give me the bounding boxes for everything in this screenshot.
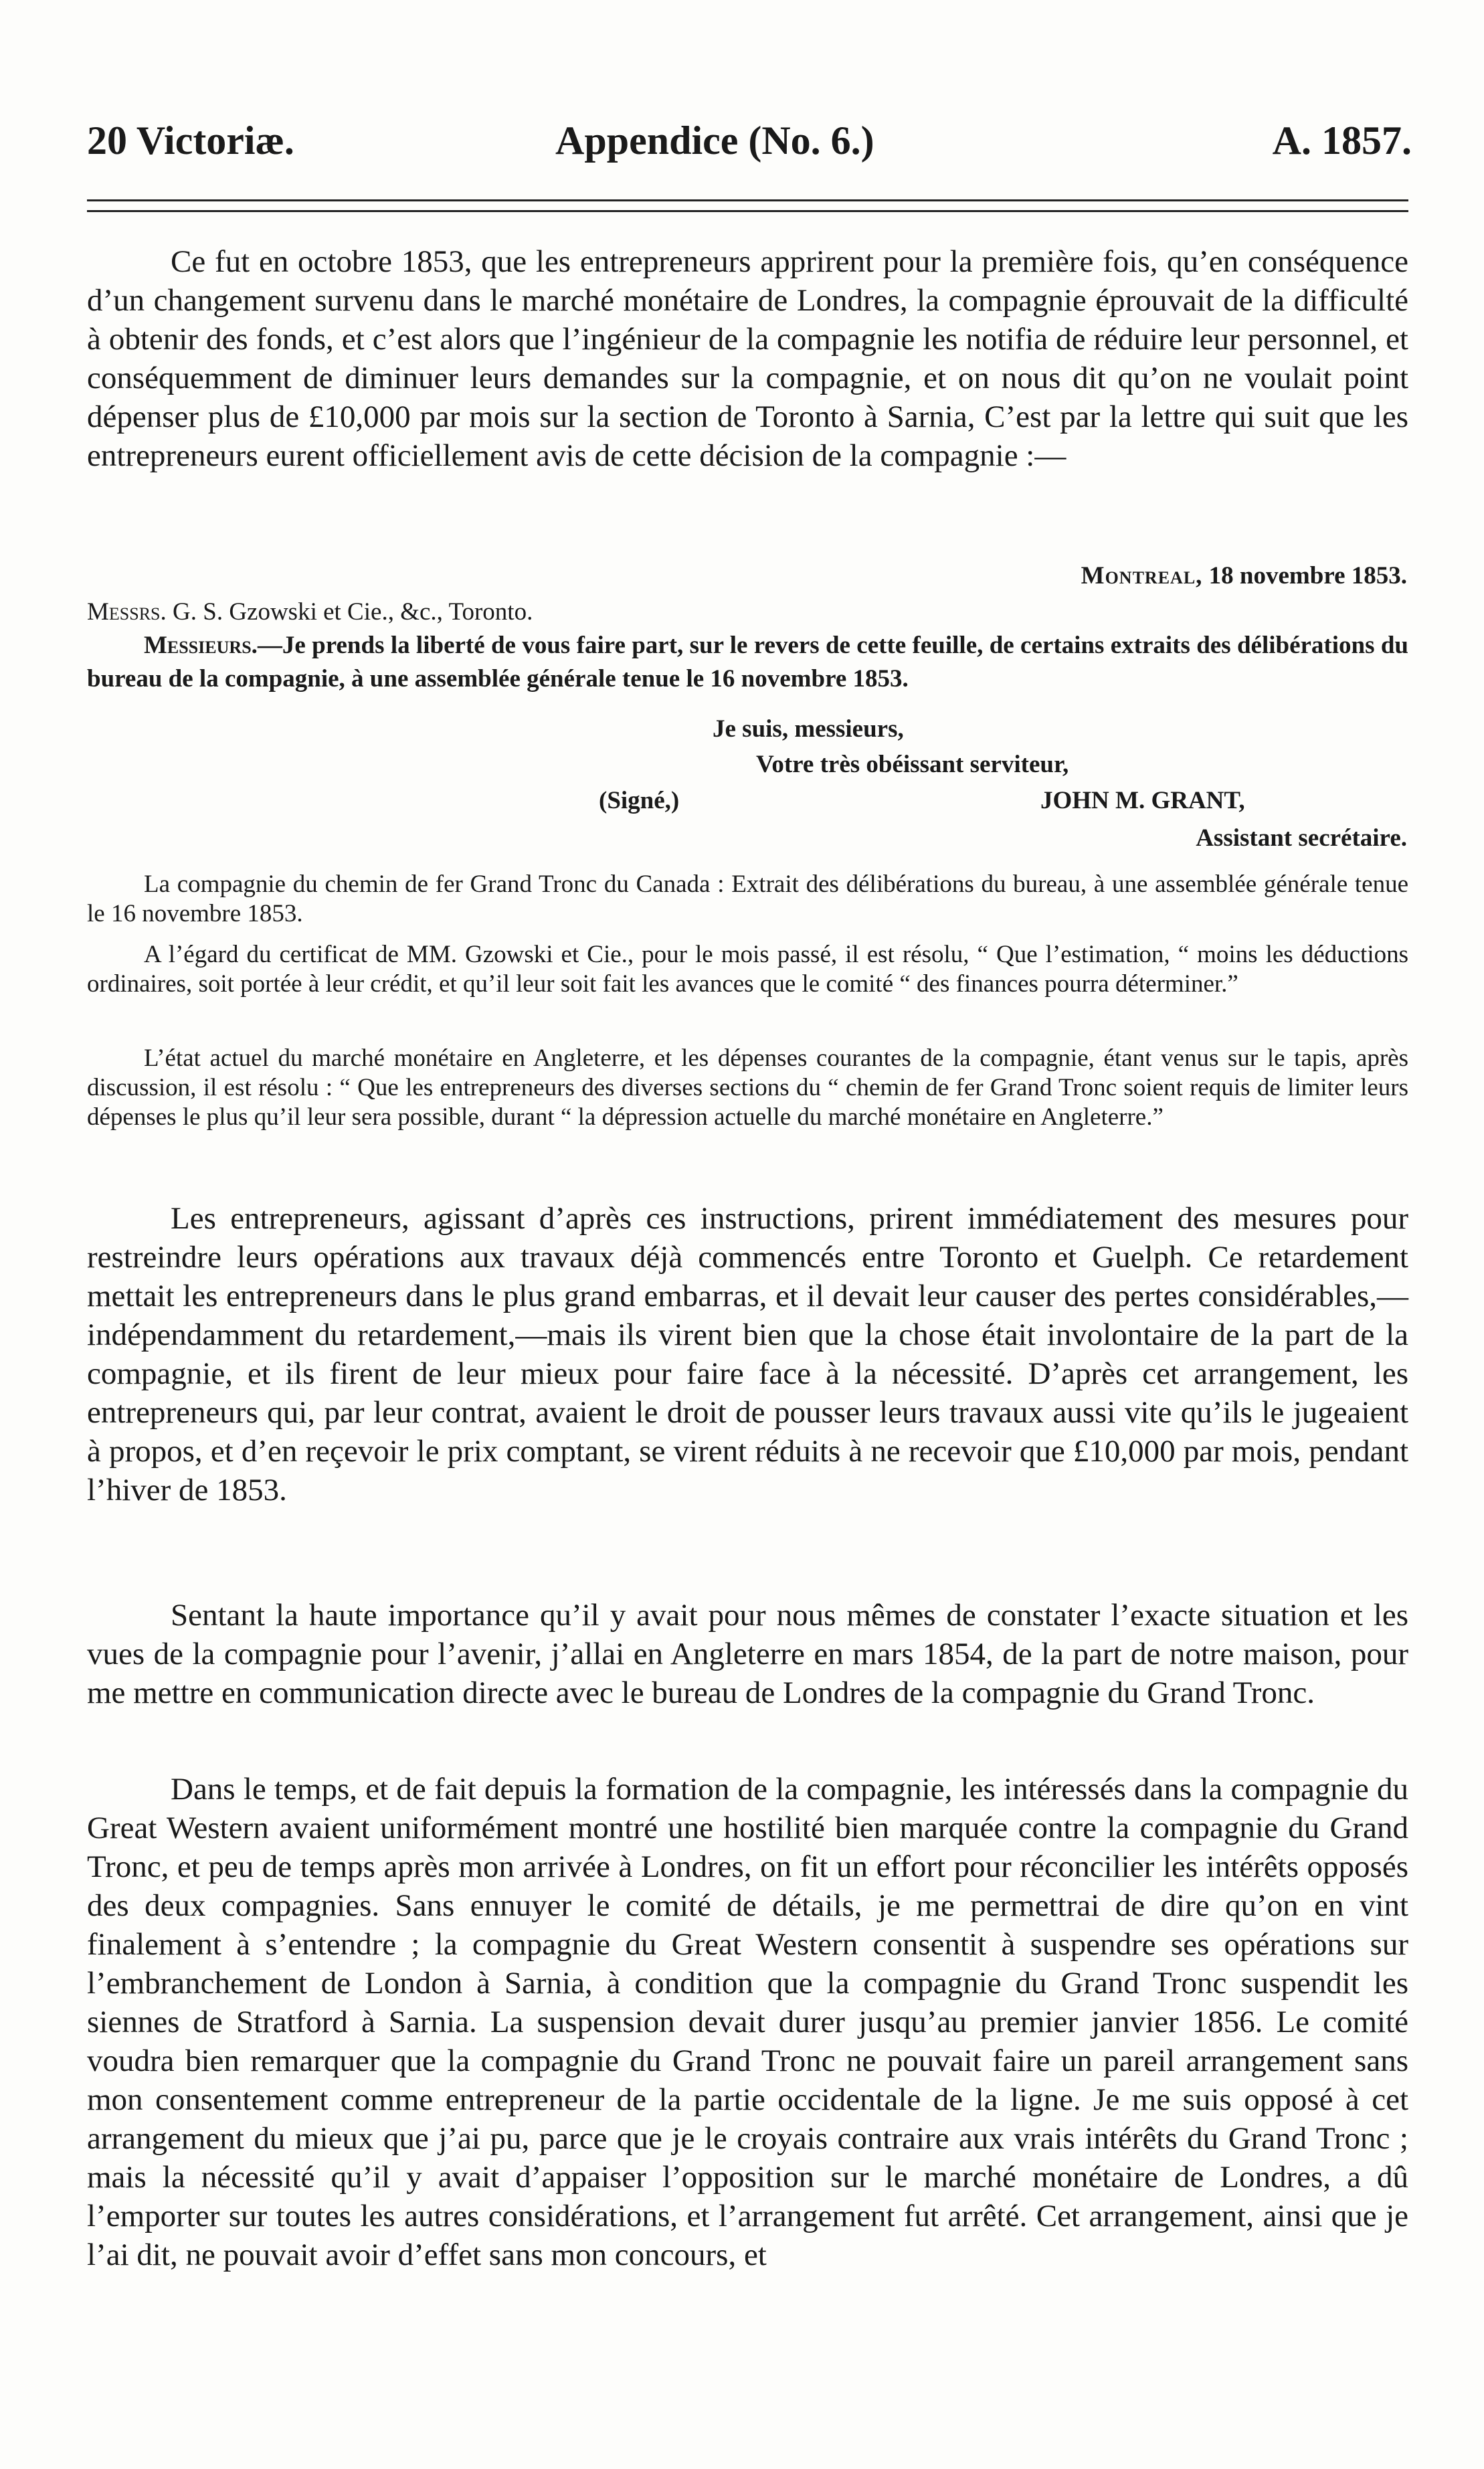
paragraph-dans-le-temps: [87, 1770, 1408, 2274]
paragraph-sentant: [87, 1596, 1408, 1712]
page-header: [87, 107, 1412, 174]
resolution-1-text: A l’égard du certificat de MM. Gzowski et Cie., pour le mois passé, il est résolu, “ Que l’estimation, “ moins les déductions ordinaires, soit portée à leur crédit, et qu’il leur soit fait les avances que le comité “ des finances pourra déterminer.”: [87, 941, 1408, 998]
header-appendix: Appendice (No. 6.): [555, 118, 874, 163]
letter-signer-name: JOHN M. GRANT,: [1040, 787, 1245, 814]
dans-le-temps-text: Dans le temps, et de fait depuis la formation de la compagnie, les intéressés dans la compagnie du Great Western avaient uniformément montré une hostilité bien marquée contre la compagnie du Grand Tronc, et peu de temps après mon arrivée à Londres, on fit un effort pour réconcilier les intérêts opposés des deux compagnies. Sans ennuyer le comité de détails, je me permettrai de dire qu’on en vint finalement à s’entendre ; la compagnie du Great Western consentit à suspendre ses opérations sur l’embranchement de London à Sarnia, à condition que la compagnie du Grand Tronc suspendit les siennes de Stratford à Sarnia. La suspension devait durer jusqu’au premier janvier 1856. Le comité voudra bien remarquer que la compagnie du Grand Tronc ne pouvait faire un pareil arrangement sans mon consentement comme entrepreneur de la partie occidentale de la ligne. Je me suis opposé à cet arrangement du mieux que j’ai pu, parce que je le croyais contraire aux vrais intérêts du Grand Tronc ; mais la nécessité qu’il y avait d’appaiser l’opposition sur le marché monétaire de Londres, a dû l’emporter sur toutes les autres considérations, et l’arrangement fut arrêté. Cet arrangement, ainsi que je l’ai dit, ne pouvait avoir d’effet sans mon concours, et: [87, 1772, 1408, 2272]
dateline-city: Montreal,: [1081, 562, 1203, 589]
intro-text: Ce fut en octobre 1853, que les entrepreneurs apprirent pour la première fois, qu’en conséquence d’un changement survenu dans le marché monétaire de Londres, la compagnie éprouvait de la difficulté à obtenir des fonds, et c’est alors que l’ingénieur de la compagnie les notifia de réduire leur personnel, et conséquemment de diminuer leurs demandes sur la compagnie, et on nous dit qu’on ne voulait point dépenser plus de £10,000 par mois sur la section de Toronto à Sarnia, C’est par la lettre qui suit que les entrepreneurs eurent officiellement avis de cette décision de la compagnie :—: [87, 244, 1408, 473]
letter-closing-2: Votre très obéissant serviteur,: [756, 751, 1069, 778]
letter-body: [87, 629, 1408, 696]
extract-heading-text: La compagnie du chemin de fer Grand Tronc du Canada : Extrait des délibérations du bureau, à une assemblée générale tenue le 16 novembre 1853.: [87, 871, 1408, 927]
paragraph-les-entrepreneurs: [87, 1199, 1408, 1510]
header-year: A. 1857.: [1272, 118, 1412, 163]
les-entrepreneurs-text: Les entrepreneurs, agissant d’après ces instructions, prirent immédiatement des mesures pour restreindre leurs opérations aux travaux déjà commencés entre Toronto et Guelph. Ce retardement mettait les entrepreneurs dans le plus grand embarras, et il devait leur causer des pertes considérables,—indépendamment du retardement,—mais ils virent bien que la chose était involontaire de la part de la compagnie, et ils firent de leur mieux pour faire face à la nécessité. D’après cet arrangement, les entrepreneurs qui, par leur contrat, avaient le droit de pousser leurs travaux aussi vite qu’ils le jugeaient à propos, et d’en reçevoir le prix comptant, se virent réduits à ne recevoir que £10,000 par mois, pendant l’hiver de 1853.: [87, 1201, 1408, 1507]
dateline-date: 18 novembre 1853.: [1208, 562, 1407, 589]
resolution-2-text: L’état actuel du marché monétaire en Angleterre, et les dépenses courantes de la compagnie, étant venus sur le tapis, après discussion, il est résolu : “ Que les entrepreneurs des diverses sections du “ chemin de fer Grand Tronc soient requis de limiter leurs dépenses le plus qu’il leur sera possible, durant “ la dépression actuelle du marché monétaire en Angleterre.”: [87, 1044, 1408, 1131]
letter-salutation: Messieurs.: [144, 632, 258, 659]
addressee-name: G. S. Gzowski et Cie., &c., Toronto.: [173, 598, 533, 626]
extract-resolution-2: [87, 1044, 1408, 1132]
sentant-text: Sentant la haute importance qu’il y avait pour nous mêmes de constater l’exacte situation et les vues de la compagnie pour l’avenir, j’allai en Angleterre en mars 1854, de la part de notre maison, pour me mettre en communication directe avec le bureau de Londres de la compagnie du Grand Tronc.: [87, 1598, 1408, 1710]
header-session: 20 Victoriæ.: [87, 118, 294, 163]
extract-heading: [87, 870, 1408, 929]
letter-closing-1: Je suis, messieurs,: [713, 715, 904, 743]
addressee-prefix: Messrs.: [87, 598, 167, 626]
letter-addressee: [87, 596, 533, 629]
header-rule-top: [87, 199, 1408, 201]
letter-dateline: [1081, 559, 1407, 593]
intro-paragraph: [87, 242, 1408, 475]
letter-signer-title: Assistant secrétaire.: [1196, 824, 1407, 852]
letter-body-text: —Je prends la liberté de vous faire part, sur le revers de cette feuille, de certains extraits des délibérations du bureau de la compagnie, à une assemblée générale tenue le 16 novembre 1853.: [87, 632, 1408, 693]
letter-signed: (Signé,): [599, 787, 680, 814]
extract-resolution-1: [87, 940, 1408, 999]
header-rule-bottom: [87, 210, 1408, 212]
